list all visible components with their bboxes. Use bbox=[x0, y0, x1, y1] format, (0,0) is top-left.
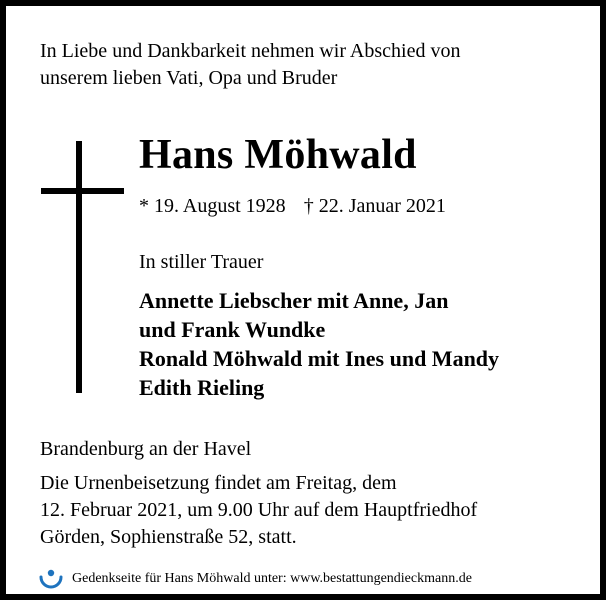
mourner-line: und Frank Wundke bbox=[139, 317, 326, 342]
birth-date: * 19. August 1928 bbox=[139, 195, 286, 217]
burial-line: Görden, Sophienstraße 52, statt. bbox=[40, 526, 297, 548]
cross-icon-bar bbox=[41, 188, 124, 194]
burial-line: 12. Februar 2021, um 9.00 Uhr auf dem Hauptfriedhof bbox=[40, 499, 478, 521]
life-dates bbox=[139, 192, 446, 220]
burial-line: Die Urnenbeisetzung findet am Freitag, dem bbox=[40, 472, 397, 494]
funeral-home-logo-icon bbox=[38, 566, 64, 592]
mourner-line: Edith Rieling bbox=[139, 375, 265, 400]
memorial-footer bbox=[38, 566, 472, 592]
cross-icon bbox=[76, 141, 82, 393]
location: Brandenburg an der Havel bbox=[40, 438, 252, 460]
mourning-intro: In stiller Trauer bbox=[139, 251, 264, 273]
mourners-list bbox=[139, 286, 499, 402]
intro-line: In Liebe und Dankbarkeit nehmen wir Abschied von bbox=[40, 40, 461, 62]
intro-line: unserem lieben Vati, Opa und Bruder bbox=[40, 67, 338, 89]
death-date: † 22. Januar 2021 bbox=[303, 195, 446, 217]
intro-text bbox=[40, 38, 460, 92]
mourner-line: Ronald Möhwald mit Ines und Mandy bbox=[139, 346, 500, 371]
memorial-link-text[interactable]: Gedenkseite für Hans Möhwald unter: www.bestattungendieckmann.de bbox=[72, 571, 472, 586]
burial-info bbox=[40, 470, 477, 551]
mourner-line: Annette Liebscher mit Anne, Jan bbox=[139, 288, 449, 313]
deceased-name: Hans Möhwald bbox=[139, 132, 417, 178]
